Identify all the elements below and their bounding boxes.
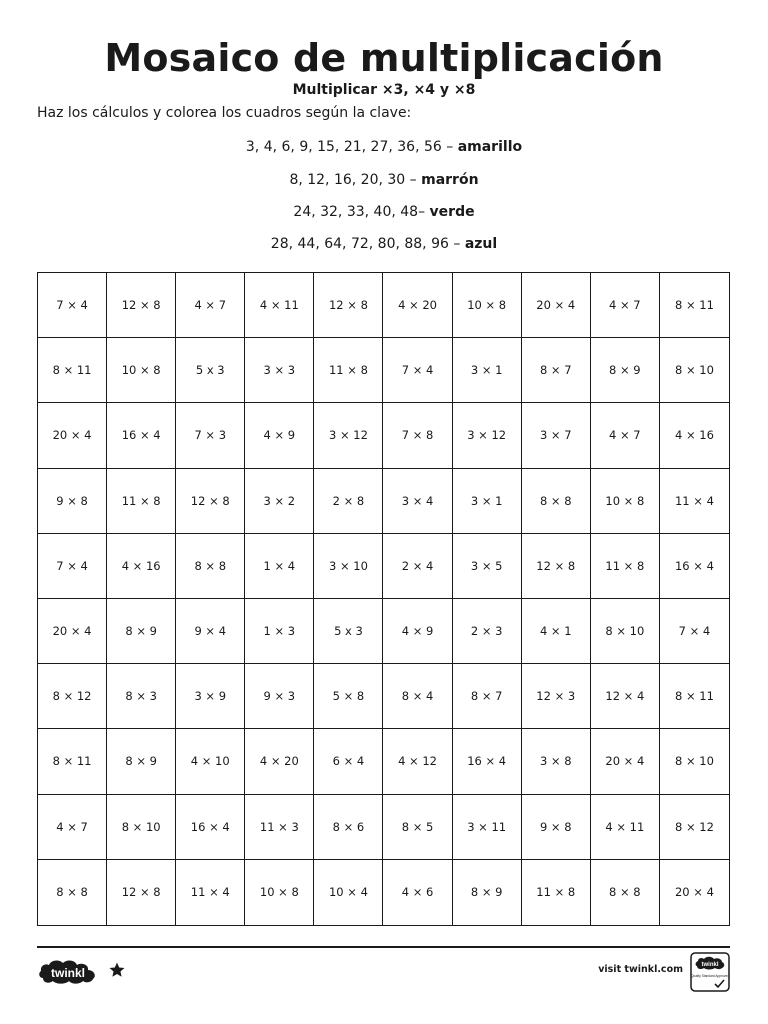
mosaic-cell-r6-c10[interactable]: 7 × 4 xyxy=(660,599,729,664)
mosaic-cell-r9-c6[interactable]: 8 × 5 xyxy=(383,795,452,860)
quality-badge-icon xyxy=(690,952,730,992)
mosaic-cell-r5-c5[interactable]: 3 × 10 xyxy=(314,534,383,599)
mosaic-cell-r5-c8[interactable]: 12 × 8 xyxy=(522,534,591,599)
mosaic-grid xyxy=(37,272,730,926)
mosaic-cell-r10-c3[interactable]: 11 × 4 xyxy=(176,860,245,925)
mosaic-cell-r7-c5[interactable]: 5 × 8 xyxy=(314,664,383,729)
mosaic-cell-r1-c5[interactable]: 12 × 8 xyxy=(314,273,383,338)
mosaic-cell-r2-c9[interactable]: 8 × 9 xyxy=(591,338,660,403)
key-line-brown xyxy=(0,172,768,188)
mosaic-cell-r9-c9[interactable]: 4 × 11 xyxy=(591,795,660,860)
mosaic-cell-r7-c7[interactable]: 8 × 7 xyxy=(453,664,522,729)
mosaic-cell-r7-c4[interactable]: 9 × 3 xyxy=(245,664,314,729)
mosaic-cell-r8-c7[interactable]: 16 × 4 xyxy=(453,729,522,794)
mosaic-cell-r2-c1[interactable]: 8 × 11 xyxy=(38,338,107,403)
mosaic-cell-r5-c10[interactable]: 16 × 4 xyxy=(660,534,729,599)
badge-title: twinkl xyxy=(701,962,719,968)
mosaic-cell-r3-c2[interactable]: 16 × 4 xyxy=(107,403,176,468)
mosaic-cell-r7-c10[interactable]: 8 × 11 xyxy=(660,664,729,729)
mosaic-cell-r10-c4[interactable]: 10 × 8 xyxy=(245,860,314,925)
page-title: Mosaico de multiplicación xyxy=(104,36,664,80)
mosaic-cell-r4-c9[interactable]: 10 × 8 xyxy=(591,469,660,534)
mosaic-cell-r4-c4[interactable]: 3 × 2 xyxy=(245,469,314,534)
mosaic-cell-r9-c10[interactable]: 8 × 12 xyxy=(660,795,729,860)
mosaic-cell-r2-c10[interactable]: 8 × 10 xyxy=(660,338,729,403)
key-color: amarillo xyxy=(457,139,523,155)
mosaic-cell-r10-c5[interactable]: 10 × 4 xyxy=(314,860,383,925)
instruction-text: Haz los cálculos y colorea los cuadros según la clave: xyxy=(37,105,412,121)
visit-link[interactable]: visit twinkl.com xyxy=(598,964,683,975)
mosaic-cell-r4-c5[interactable]: 2 × 8 xyxy=(314,469,383,534)
mosaic-cell-r8-c8[interactable]: 3 × 8 xyxy=(522,729,591,794)
mosaic-cell-r3-c5[interactable]: 3 × 12 xyxy=(314,403,383,468)
mosaic-cell-r3-c9[interactable]: 4 × 7 xyxy=(591,403,660,468)
mosaic-cell-r4-c2[interactable]: 11 × 8 xyxy=(107,469,176,534)
mosaic-cell-r5-c6[interactable]: 2 × 4 xyxy=(383,534,452,599)
mosaic-cell-r1-c1[interactable]: 7 × 4 xyxy=(38,273,107,338)
mosaic-cell-r6-c2[interactable]: 8 × 9 xyxy=(107,599,176,664)
mosaic-cell-r9-c7[interactable]: 3 × 11 xyxy=(453,795,522,860)
mosaic-cell-r8-c10[interactable]: 8 × 10 xyxy=(660,729,729,794)
mosaic-cell-r9-c2[interactable]: 8 × 10 xyxy=(107,795,176,860)
mosaic-cell-r7-c2[interactable]: 8 × 3 xyxy=(107,664,176,729)
mosaic-cell-r8-c5[interactable]: 6 × 4 xyxy=(314,729,383,794)
mosaic-cell-r10-c9[interactable]: 8 × 8 xyxy=(591,860,660,925)
mosaic-cell-r9-c8[interactable]: 9 × 8 xyxy=(522,795,591,860)
mosaic-cell-r3-c3[interactable]: 7 × 3 xyxy=(176,403,245,468)
mosaic-cell-r2-c2[interactable]: 10 × 8 xyxy=(107,338,176,403)
key-numbers: 28, 44, 64, 72, 80, 88, 96 – xyxy=(270,236,461,252)
mosaic-cell-r5-c2[interactable]: 4 × 16 xyxy=(107,534,176,599)
key-numbers: 24, 32, 33, 40, 48– xyxy=(293,204,426,220)
mosaic-cell-r10-c10[interactable]: 20 × 4 xyxy=(674,885,714,900)
mosaic-cell-r3-c7[interactable]: 3 × 12 xyxy=(453,403,522,468)
logo-text: twinkl xyxy=(50,966,86,980)
mosaic-cell-r4-c1[interactable]: 9 × 8 xyxy=(38,469,107,534)
key-color: verde xyxy=(429,204,475,220)
twinkl-logo-icon xyxy=(37,956,99,986)
key-color: marrón xyxy=(421,172,479,188)
mosaic-cell-r8-c2[interactable]: 8 × 9 xyxy=(107,729,176,794)
key-line-green xyxy=(0,204,768,220)
mosaic-cell-r2-c5[interactable]: 11 × 8 xyxy=(314,338,383,403)
mosaic-cell-r9-c3[interactable]: 16 × 4 xyxy=(176,795,245,860)
mosaic-cell-r1-c3[interactable]: 4 × 7 xyxy=(176,273,245,338)
mosaic-cell-r2-c6[interactable]: 7 × 4 xyxy=(383,338,452,403)
mosaic-cell-r1-c8[interactable]: 20 × 4 xyxy=(522,273,591,338)
mosaic-cell-r1-c2[interactable]: 12 × 8 xyxy=(107,273,176,338)
mosaic-cell-r5-c7[interactable]: 3 × 5 xyxy=(453,534,522,599)
page-subtitle: Multiplicar ×3, ×4 y ×8 xyxy=(292,82,476,98)
star-icon xyxy=(108,961,126,979)
mosaic-cell-r6-c7[interactable]: 2 × 3 xyxy=(453,599,522,664)
mosaic-cell-r4-c10[interactable]: 11 × 4 xyxy=(660,469,729,534)
mosaic-cell-r2-c8[interactable]: 8 × 7 xyxy=(522,338,591,403)
mosaic-cell-r8-c1[interactable]: 8 × 11 xyxy=(38,729,107,794)
mosaic-cell-r8-c4[interactable]: 4 × 20 xyxy=(245,729,314,794)
mosaic-cell-r3-c10[interactable]: 4 × 16 xyxy=(660,403,729,468)
mosaic-cell-r1-c7[interactable]: 10 × 8 xyxy=(453,273,522,338)
key-numbers: 8, 12, 16, 20, 30 – xyxy=(289,172,417,188)
mosaic-cell-r4-c7[interactable]: 3 × 1 xyxy=(453,469,522,534)
mosaic-cell-r6-c6[interactable]: 4 × 9 xyxy=(383,599,452,664)
mosaic-cell-r7-c8[interactable]: 12 × 3 xyxy=(522,664,591,729)
mosaic-cell-r9-c1[interactable]: 4 × 7 xyxy=(38,795,107,860)
mosaic-cell-r1-c9[interactable]: 4 × 7 xyxy=(591,273,660,338)
mosaic-cell-r8-c3[interactable]: 4 × 10 xyxy=(176,729,245,794)
mosaic-cell-r6-c5[interactable]: 5 x 3 xyxy=(314,599,383,664)
footer-divider xyxy=(37,946,730,948)
mosaic-cell-r10-c8[interactable]: 11 × 8 xyxy=(522,860,591,925)
mosaic-cell-r5-c1[interactable]: 7 × 4 xyxy=(38,534,107,599)
mosaic-cell-r2-c3[interactable]: 5 x 3 xyxy=(176,338,245,403)
mosaic-cell-r8-c9[interactable]: 20 × 4 xyxy=(591,729,660,794)
mosaic-cell-r7-c6[interactable]: 8 × 4 xyxy=(383,664,452,729)
mosaic-cell-r7-c9[interactable]: 12 × 4 xyxy=(591,664,660,729)
mosaic-cell-r6-c3[interactable]: 9 × 4 xyxy=(176,599,245,664)
mosaic-cell-r8-c6[interactable]: 4 × 12 xyxy=(383,729,452,794)
mosaic-cell-r3-c4[interactable]: 4 × 9 xyxy=(245,403,314,468)
mosaic-cell-r7-c3[interactable]: 3 × 9 xyxy=(176,664,245,729)
mosaic-cell-r1-c6[interactable]: 4 × 20 xyxy=(383,273,452,338)
mosaic-cell-r3-c6[interactable]: 7 × 8 xyxy=(383,403,452,468)
badge-caption: Quality Standard Approved xyxy=(690,974,730,978)
mosaic-cell-r6-c8[interactable]: 4 × 1 xyxy=(522,599,591,664)
mosaic-cell-r3-c1[interactable]: 20 × 4 xyxy=(38,403,107,468)
mosaic-cell-r2-c7[interactable]: 3 × 1 xyxy=(453,338,522,403)
mosaic-cell-r9-c4[interactable]: 11 × 3 xyxy=(245,795,314,860)
mosaic-cell-r9-c5[interactable]: 8 × 6 xyxy=(314,795,383,860)
key-line-yellow xyxy=(0,139,768,155)
mosaic-cell-r5-c3[interactable]: 8 × 8 xyxy=(176,534,245,599)
mosaic-cell-r1-c10[interactable]: 8 × 11 xyxy=(660,273,729,338)
key-color: azul xyxy=(464,236,498,252)
mosaic-cell-r4-c8[interactable]: 8 × 8 xyxy=(522,469,591,534)
mosaic-cell-r4-c3[interactable]: 12 × 8 xyxy=(176,469,245,534)
mosaic-cell-r5-c9[interactable]: 11 × 8 xyxy=(591,534,660,599)
mosaic-cell-r3-c8[interactable]: 3 × 7 xyxy=(522,403,591,468)
mosaic-cell-r2-c4[interactable]: 3 × 3 xyxy=(245,338,314,403)
mosaic-cell-r5-c4[interactable]: 1 × 4 xyxy=(245,534,314,599)
mosaic-cell-r10-c6[interactable]: 4 × 6 xyxy=(383,860,452,925)
mosaic-cell-r4-c6[interactable]: 3 × 4 xyxy=(383,469,452,534)
key-line-blue xyxy=(0,236,768,252)
mosaic-cell-r10-c1[interactable]: 8 × 8 xyxy=(38,860,107,925)
mosaic-cell-r6-c1[interactable]: 20 × 4 xyxy=(38,599,107,664)
mosaic-cell-r1-c4[interactable]: 4 × 11 xyxy=(245,273,314,338)
key-numbers: 3, 4, 6, 9, 15, 21, 27, 36, 56 – xyxy=(245,139,454,155)
mosaic-cell-r10-c7[interactable]: 8 × 9 xyxy=(453,860,522,925)
mosaic-cell-r6-c4[interactable]: 1 × 3 xyxy=(245,599,314,664)
mosaic-cell-r6-c9[interactable]: 8 × 10 xyxy=(591,599,660,664)
mosaic-cell-r7-c1[interactable]: 8 × 12 xyxy=(38,664,107,729)
mosaic-cell-r10-c2[interactable]: 12 × 8 xyxy=(107,860,176,925)
